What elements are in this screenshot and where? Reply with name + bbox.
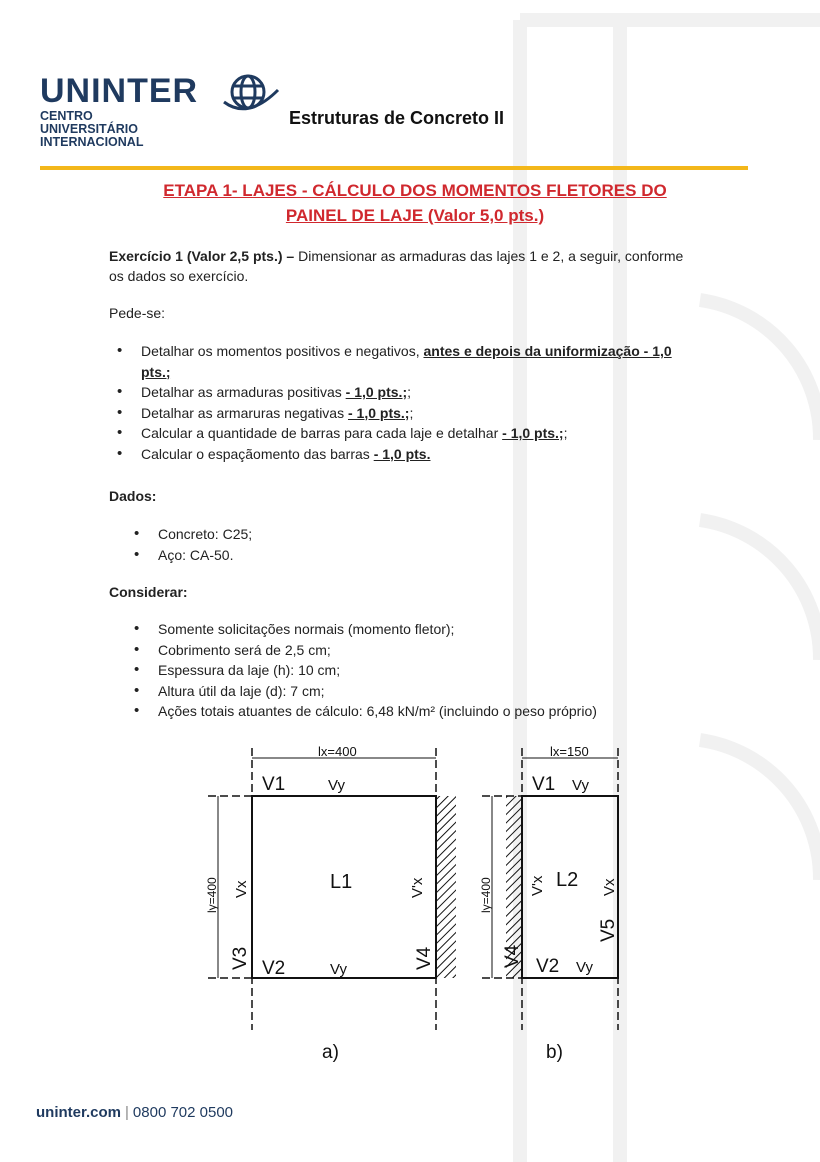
exercise-statement: Exercício 1 (Valor 2,5 pts.) – Dimensionar as armaduras das lajes 1 e 2, a seguir, conforme os dados so exercício. xyxy=(109,248,684,284)
beam-label: V'x xyxy=(409,877,426,898)
course-title: Estruturas de Concreto II xyxy=(289,108,505,128)
beam-label: V3 xyxy=(230,946,251,970)
caption-b: b) xyxy=(546,1042,563,1063)
list-item: • Somente solicitações normais (momento fletor); xyxy=(109,619,729,640)
list-item: • Aço: CA-50. xyxy=(109,545,709,566)
header-divider xyxy=(40,166,748,170)
page-title: ETAPA 1- LAJES - CÁLCULO DOS MOMENTOS FLETORES DO PAINEL DE LAJE (Valor 5,0 pts.) xyxy=(163,181,667,225)
pede-se-label: Pede-se: xyxy=(109,305,166,321)
slab-label-l1: L1 xyxy=(330,871,353,893)
beam-label: Vy xyxy=(576,959,593,976)
list-item: • Concreto: C25; xyxy=(109,524,709,545)
considerar-label: Considerar: xyxy=(109,584,188,600)
slab-diagram xyxy=(200,738,630,1068)
list-item: • Calcular a quantidade de barras para cada laje e detalhar - 1,0 pts.;; xyxy=(109,423,729,444)
task-list xyxy=(109,341,729,464)
dados-label: Dados: xyxy=(109,488,157,504)
lx-label-b: lx=150 xyxy=(550,744,589,759)
footer-phone: 0800 702 0500 xyxy=(132,1104,234,1121)
list-item: • Detalhar as armaduras positivas - 1,0 pts.;; xyxy=(109,382,729,403)
beam-label: V2 xyxy=(262,958,286,979)
logo-wordmark: UNINTER xyxy=(40,72,199,110)
beam-label: V'x xyxy=(529,875,546,896)
beam-label: Vy xyxy=(328,777,345,794)
ly-label-b: ly=400 xyxy=(479,877,493,913)
caption-a: a) xyxy=(322,1042,339,1063)
uninter-logo xyxy=(40,72,240,152)
beam-label: V4 xyxy=(502,944,523,968)
footer: uninter.com | 0800 702 0500 xyxy=(36,1104,234,1121)
list-item: • Espessura da laje (h): 10 cm; xyxy=(109,660,729,681)
ly-label-a: ly=400 xyxy=(205,877,219,913)
slab-label-l2: L2 xyxy=(556,869,579,891)
beam-label: V2 xyxy=(536,956,560,977)
logo-subtitle: CENTRO UNIVERSITÁRIO INTERNACIONAL xyxy=(40,109,144,149)
considerar-list xyxy=(109,619,729,722)
globe-icon xyxy=(218,72,282,116)
list-item: • Altura útil da laje (d): 7 cm; xyxy=(109,681,729,702)
footer-site-link[interactable]: uninter.com xyxy=(36,1104,122,1121)
beam-label: Vy xyxy=(572,777,589,794)
dados-list xyxy=(109,524,709,565)
beam-label: V4 xyxy=(414,946,435,970)
lx-label-a: lx=400 xyxy=(318,744,357,759)
list-item: • Ações totais atuantes de cálculo: 6,48 kN/m² (incluindo o peso próprio) xyxy=(109,701,729,722)
beam-label: V5 xyxy=(598,918,619,942)
beam-label: V1 xyxy=(532,774,556,795)
list-item: • Detalhar as armaruras negativas - 1,0 pts.;; xyxy=(109,403,729,424)
beam-label: Vy xyxy=(330,961,347,978)
beam-label: V1 xyxy=(262,774,286,795)
list-item: • Detalhar os momentos positivos e negativos, antes e depois da uniformização - 1,0 pts.; xyxy=(109,341,729,382)
beam-label: Vx xyxy=(233,880,250,898)
beam-label: Vx xyxy=(601,878,618,896)
list-item: • Cobrimento será de 2,5 cm; xyxy=(109,640,729,661)
list-item: • Calcular o espaçãomento das barras - 1,0 pts. xyxy=(109,444,729,465)
